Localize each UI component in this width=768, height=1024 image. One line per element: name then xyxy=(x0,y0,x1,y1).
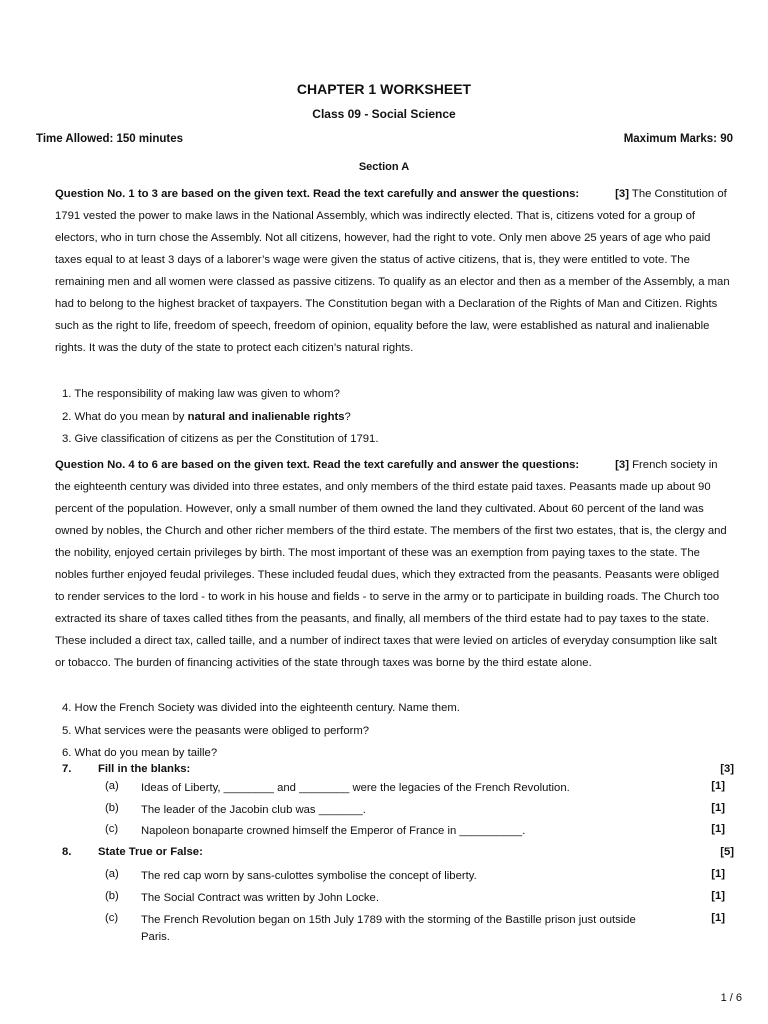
passage-2-questions xyxy=(62,697,460,765)
question-3: 3. Give classification of citizens as per the Constitution of 1791. xyxy=(62,433,379,445)
passage-2-marks: [3] xyxy=(615,459,629,471)
passage-2 xyxy=(55,454,730,674)
question-4: 4. How the French Society was divided into the eighteenth century. Name them. xyxy=(62,702,460,714)
passage-2-text: French society in the eighteenth century was divided into three estates, and only members of the third estate paid taxes. Peasants made up about 90 percent of the population. However, only a small number of them owned the land they cultivated. About 60 percent of the land was owned by nobles, the Church and other richer members of the third estate. The members of the first two estates, that is, the clergy and the nobility, enjoyed certain privileges by birth. The most important of these was an exemption from paying taxes to the state. The nobles further enjoyed feudal privileges. These included feudal dues, which they extracted from the peasants. Peasants were obliged to render services to the lord - to work in his house and fields - to serve in the army or to participate in building roads. The Church too extracted its share of taxes called tithes from the peasants, and finally, all members of the third estate had to pay taxes to the state. These included a direct tax, called taille, and a number of indirect taxes that were levied on articles of everyday consumption like salt or tobacco. The burden of financing activities of the state through taxes was borne by the third estate alone. xyxy=(55,459,727,669)
page-subtitle: Class 09 - Social Science xyxy=(312,107,456,121)
question-8-marks: [5] xyxy=(720,846,734,858)
passage-1-marks: [3] xyxy=(615,188,629,200)
page-title: CHAPTER 1 WORKSHEET xyxy=(296,81,472,97)
passage-2-heading: Question No. 4 to 6 are based on the given text. Read the text carefully and answer the questions: xyxy=(55,459,580,471)
question-8-number: 8. xyxy=(62,846,72,858)
question-2: 2. What do you mean by natural and inalienable rights? xyxy=(62,410,351,423)
page-number: 1 / 6 xyxy=(720,992,742,1004)
question-7-marks: [3] xyxy=(720,763,734,775)
passage-1-text: The Constitution of 1791 vested the power to make laws in the National Assembly, which was indirectly elected. That is, citizens voted for a group of electors, who in turn chose the Assembly. Not all citizens, however, had the right to vote. Only men above 25 years of age who paid taxes equal to at least 3 days of a laborer’s wage were given the status of active citizens, that is, they were entitled to vote. The remaining men and all women were classed as passive citizens. To qualify as an elector and then as a member of the Assembly, a man had to belong to the highest bracket of taxpayers. The Constitution began with a Declaration of the Rights of Man and Citizen. Rights such as the right to life, freedom of speech, freedom of opinion, equality before the law, were established as natural and inalienable rights. It was the duty of the state to protect each citizen’s natural rights. xyxy=(55,188,730,354)
time-allowed: Time Allowed: 150 minutes xyxy=(36,133,183,145)
section-heading: Section A xyxy=(358,161,410,173)
question-8-title: State True or False: xyxy=(98,846,203,858)
question-7-title: Fill in the blanks: xyxy=(98,763,191,775)
passage-1 xyxy=(55,183,730,359)
question-5: 5. What services were the peasants were obliged to perform? xyxy=(62,724,370,737)
question-7-number: 7. xyxy=(62,763,72,775)
passage-1-heading: Question No. 1 to 3 are based on the given text. Read the text carefully and answer the questions: xyxy=(55,188,580,200)
passage-1-questions xyxy=(62,383,378,451)
maximum-marks: Maximum Marks: 90 xyxy=(623,133,733,145)
question-1: 1. The responsibility of making law was given to whom? xyxy=(62,388,340,400)
worksheet-page: CHAPTER 1 WORKSHEET Class 09 - Social Science Time Allowed: 150 minutes Maximum Marks: 90 Section A Question No. 1 to 3 are based on the given text. Read the text carefully and answer the questions: [3] The Constitution of 1791 vested the power to make laws in the National Assembly, which was indirectly elected. That is, citizens voted for a group of electors, who in turn chose the Assembly. Not all citizens, however, had the right to vote. Only men above 25 years of age who paid taxes equal to at least 3 days of a laborer’s wage were given the status of active citizens, that is, they were entitled to vote. The remaining men and all women were classed as passive citizens. To qualify as an elector and then as a member of the Assembly, a man had to belong to the highest bracket of taxpayers. The Constitution began with a Declaration of the Rights of Man and Citizen. Rights such as the right to life, freedom of speech, freedom of opinion, equality before the law, were established as natural and inalienable rights. It was the duty of the state to protect each citizen’s natural rights. 1. The responsibility of making law was given to whom? 2. What do you mean by natural and inalienable rights? 3. Give classification of citizens as per the Constitution of 1791. Question No. 4 to 6 are based on the given text. Read the text carefully and answer the questions: [3] French society in the eighteenth century was divided into three estates, and only members of the third estate paid taxes. Peasants made up about 90 percent of the population. However, only a small number of them owned the land they cultivated. About 60 percent of the land was owned by nobles, the Church and other richer members of the third estate. The members of the first two estates, that is, the clergy and the nobility, enjoyed certain privileges by birth. The most important of these was an exemption from paying taxes to the state. The nobles further enjoyed feudal privileges. These included feudal dues, which they extracted from the peasants. Peasants were obliged to render services to the lord - to work in his house and fields - to serve in the army or to participate in building roads. The Church too extracted its share of taxes called tithes from the peasants, and finally, all members of the third estate had to pay taxes to the state. These included a direct tax, called taille, and a number of indirect taxes that were levied on articles of everyday consumption like salt or tobacco. The burden of financing activities of the state through taxes was borne by the third estate alone. 4. How the French Society was divided into the eighteenth century. Name them. 5. What services were the peasants were obliged to perform? 6. What do you mean by taille? 7. Fill in the blanks: [3] (a) Ideas of Liberty, ________ and ________ were the legacies of the French Revolution. [1] (b) The leader of the Jacobin club was _______. [1] (c) Napoleon bonaparte crowned himself the Emperor of France in __________. [1] 8. State True or False: [5] (a) The red cap worn by sans-culottes symbolise the concept of liberty. [1] (b) The Social Contract was written by John Locke. [1] (c) The French Revolution began on 15th July 1789 with the storming of the Bastille prison just outside Paris. [1] 1 / 6 xyxy=(0,0,768,1024)
question-6: 6. What do you mean by taille? xyxy=(62,747,218,759)
